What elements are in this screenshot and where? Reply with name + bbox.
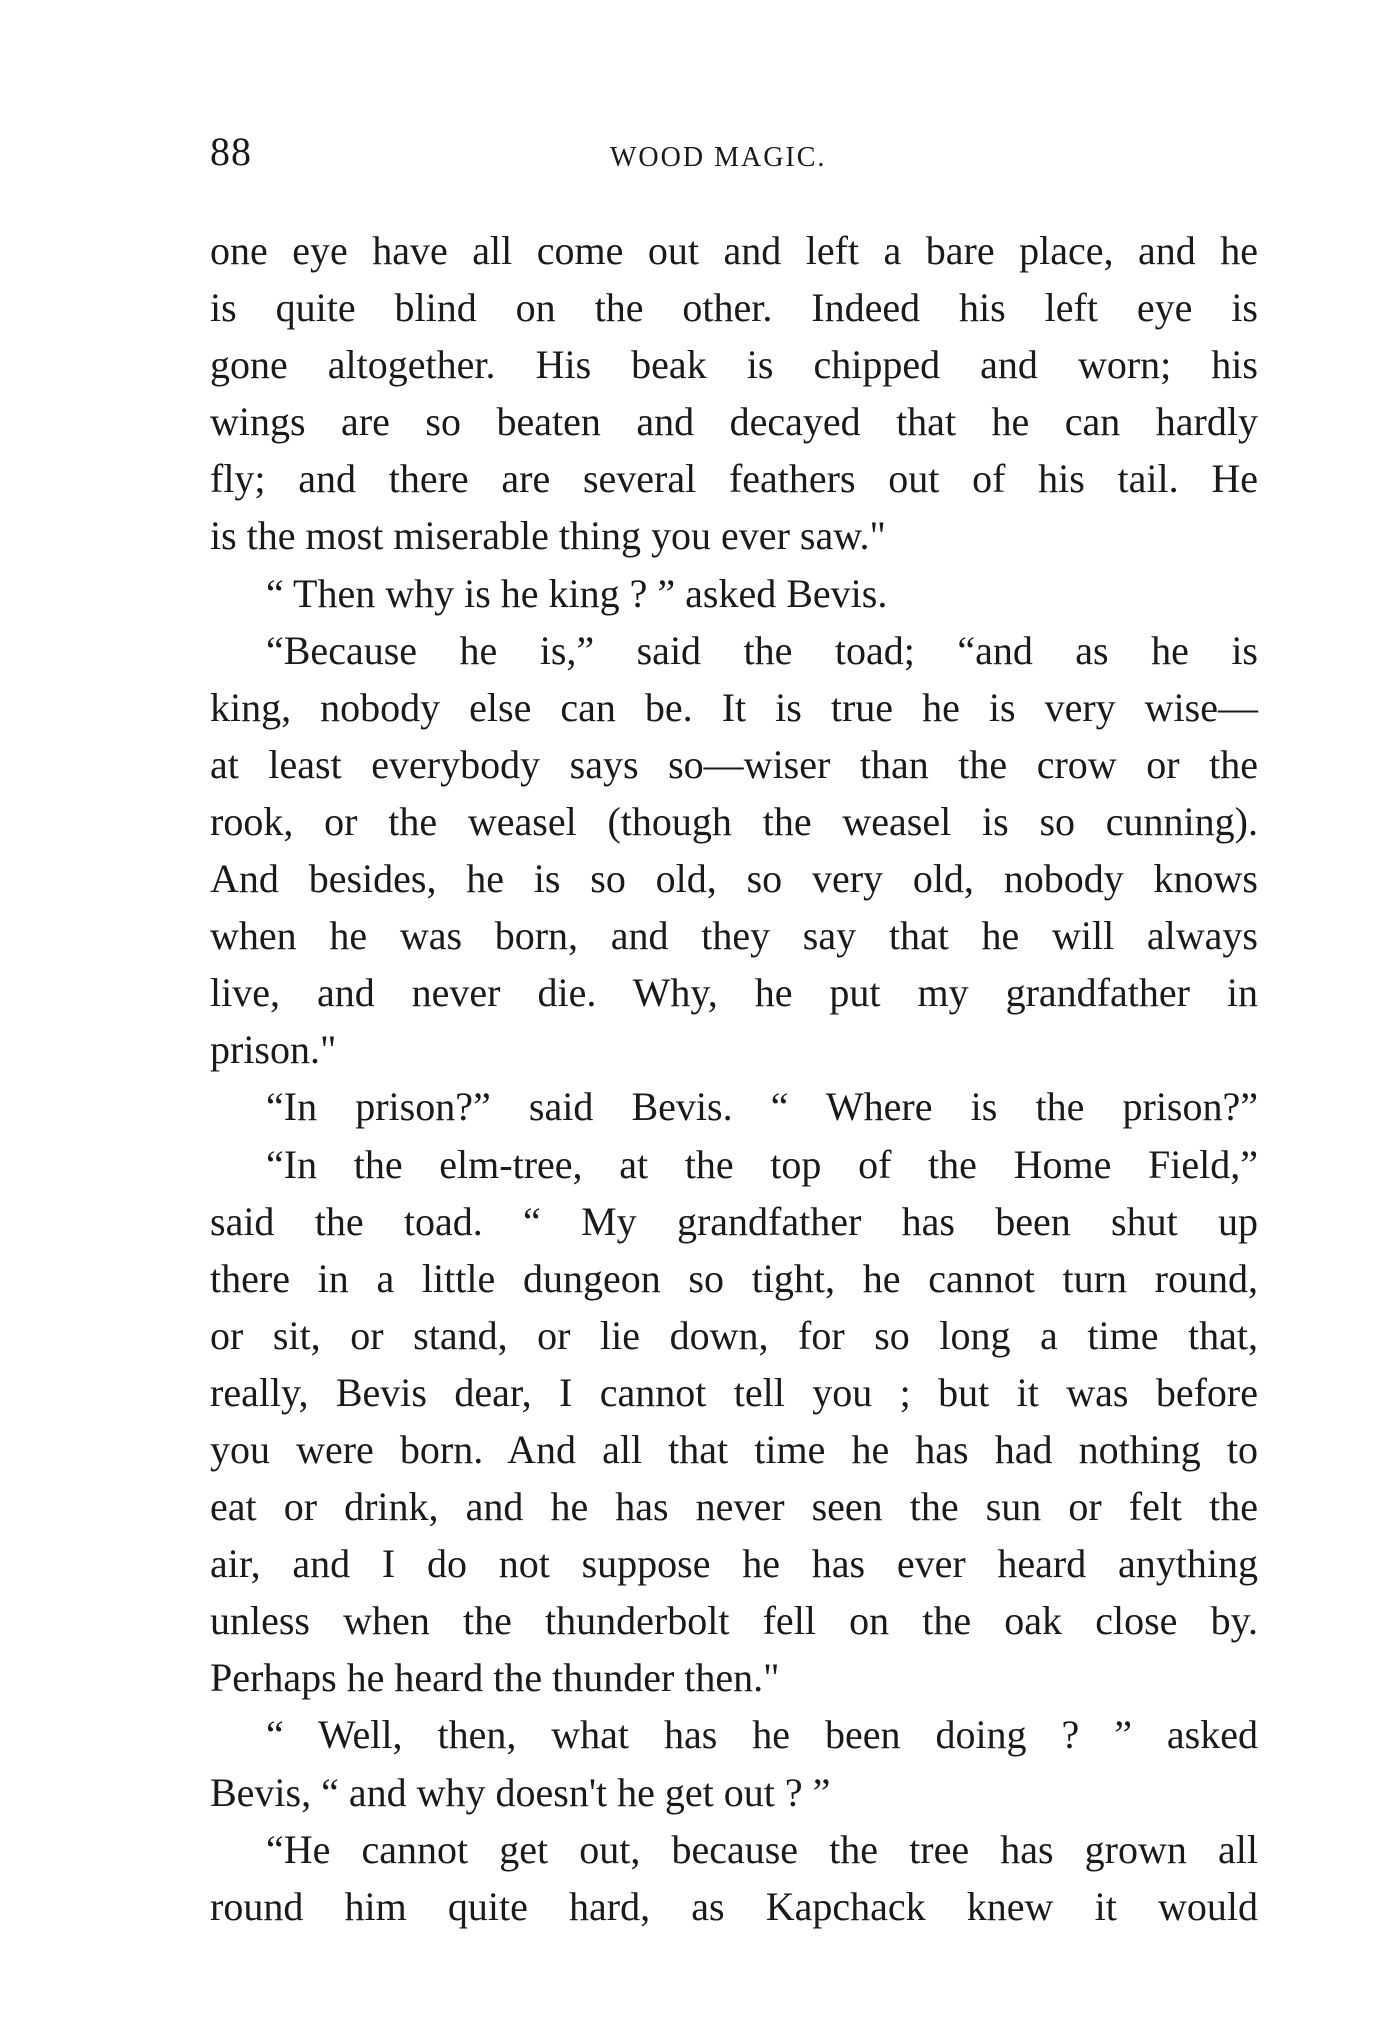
text-line: really, Bevis dear, I cannot tell you ; but it was before [210, 1369, 1258, 1415]
text-line: “ Then why is he king ? ” asked Bevis. [266, 570, 888, 616]
text-line: you were born. And all that time he has had nothing to [210, 1426, 1258, 1472]
page-header [210, 128, 1260, 188]
text-line: is quite blind on the other. Indeed his left eye is [210, 285, 1258, 331]
text-line: “In the elm-tree, at the top of the Home Field,” [266, 1141, 1258, 1187]
text-line: said the toad. “ My grandfather has been shut up [210, 1198, 1258, 1244]
text-line: or sit, or stand, or lie down, for so long a time that, [210, 1312, 1258, 1358]
page-number: 88 [210, 129, 252, 174]
text-line: eat or drink, and he has never seen the sun or felt the [210, 1484, 1258, 1530]
text-line: Perhaps he heard the thunder then." [210, 1655, 780, 1701]
text-line: is the most miserable thing you ever saw." [210, 513, 886, 559]
text-line: when he was born, and they say that he will always [210, 913, 1258, 959]
text-line: “He cannot get out, because the tree has grown all [266, 1826, 1258, 1872]
body-text [210, 222, 1258, 1935]
running-title: WOOD MAGIC. [610, 142, 827, 173]
text-line: unless when the thunderbolt fell on the oak close by. [210, 1598, 1258, 1644]
text-line: prison." [210, 1027, 337, 1073]
text-line: round him quite hard, as Kapchack knew it would [210, 1883, 1258, 1929]
text-line: there in a little dungeon so tight, he cannot turn round, [210, 1255, 1258, 1301]
text-line: at least everybody says so—wiser than the crow or the [210, 741, 1258, 787]
text-line: live, and never die. Why, he put my grandfather in [210, 970, 1258, 1016]
text-line: one eye have all come out and left a bare place, and he [210, 228, 1258, 273]
text-line: And besides, he is so old, so very old, nobody knows [210, 856, 1258, 902]
text-line: wings are so beaten and decayed that he can hardly [210, 399, 1258, 445]
text-line: “ Well, then, what has he been doing ? ” asked [266, 1712, 1258, 1758]
text-line: king, nobody else can be. It is true he is very wise— [210, 684, 1258, 730]
text-line: air, and I do not suppose he has ever heard anything [210, 1541, 1258, 1587]
text-line: “Because he is,” said the toad; “and as he is [266, 627, 1258, 673]
text-line: rook, or the weasel (though the weasel is so cunning). [210, 798, 1258, 844]
text-line: “In prison?” said Bevis. “ Where is the prison?” [266, 1084, 1258, 1130]
text-line: Bevis, “ and why doesn't he get out ? ” [210, 1769, 831, 1815]
text-line: gone altogether. His beak is chipped and worn; his [210, 342, 1258, 388]
text-line: fly; and there are several feathers out of his tail. He [210, 456, 1258, 502]
